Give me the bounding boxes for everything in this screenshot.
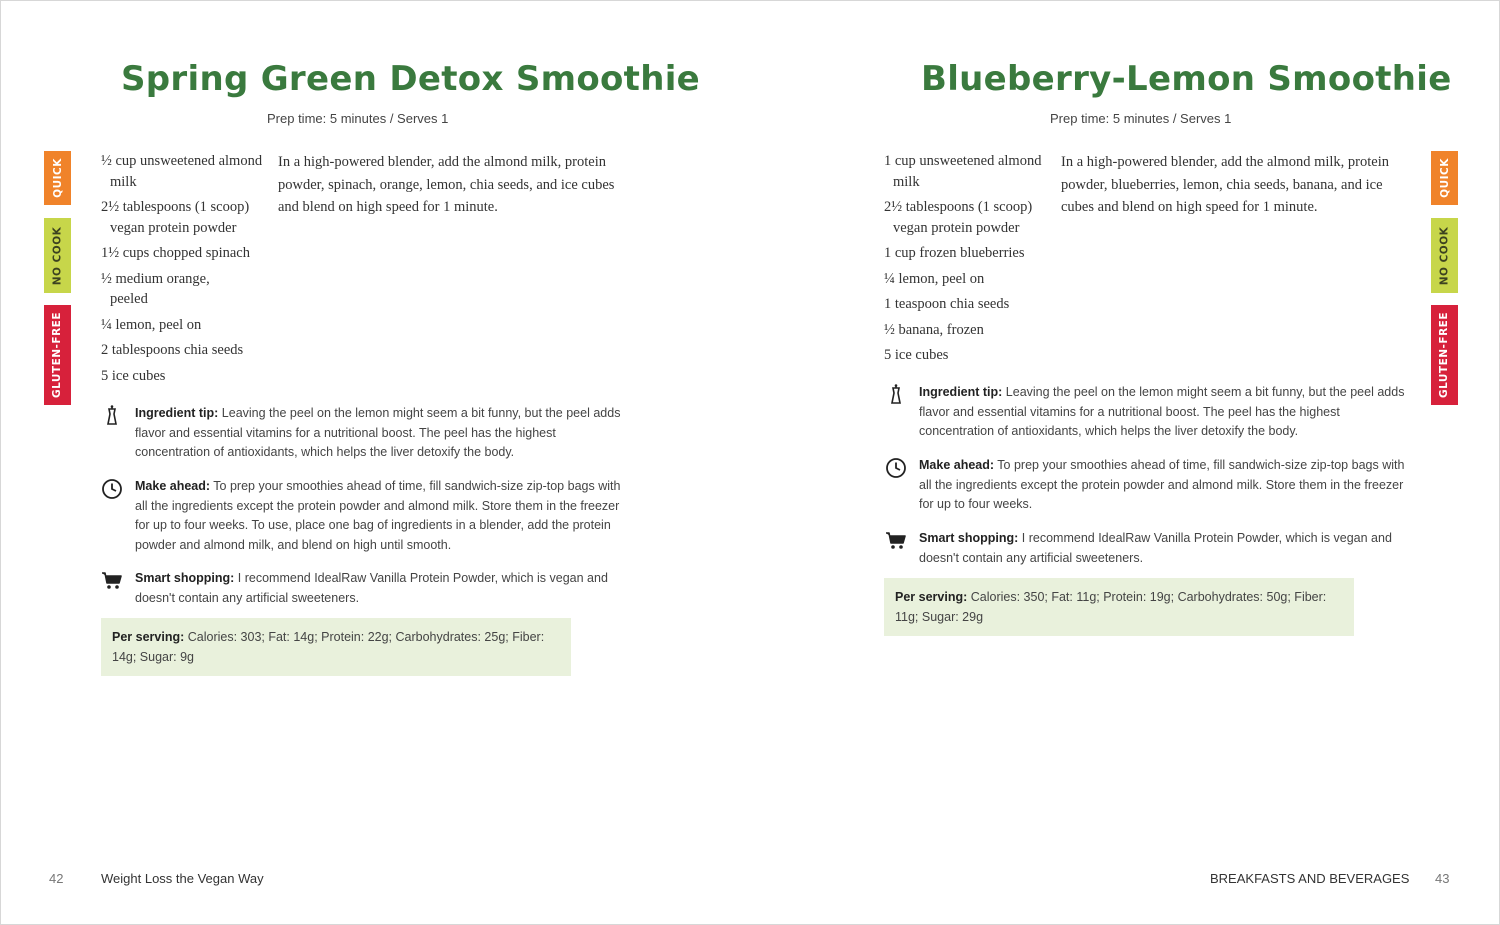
ingredient-list [884,151,1059,371]
ingredient-tip: Ingredient tip: Leaving the peel on the lemon might seem a bit funny, but the peel adds flavor and essential vitamins for a nutritional boost. The peel has the highest concentration of antioxidants, which helps the liver detoxify the body. [919,383,1409,442]
ingredient-list [101,151,276,391]
ingredient-item: 1 cup unsweetened almond milk [884,153,1042,190]
tag-quick: QUICK [44,151,71,205]
tag-gluten-free: GLUTEN-FREE [44,305,71,405]
clock-icon [101,477,123,499]
pepper-mill-icon [101,404,123,426]
ingredient-item: ½ cup unsweetened almond milk [101,153,263,190]
ingredient-item: 2½ tablespoons (1 scoop) vegan protein powder [101,199,250,236]
recipe-title: Spring Green Detox Smoothie [121,59,701,99]
clock-icon [885,456,907,478]
per-serving-box: Per serving: Calories: 350; Fat: 11g; Protein: 19g; Carbohydrates: 50g; Fiber: 11g; Sugar: 29g [884,578,1354,636]
page-number: 43 [1435,871,1450,886]
ingredient-item: ½ banana, frozen [884,321,984,338]
ingredient-item: 1 teaspoon chia seeds [884,296,1010,312]
ingredient-item: 5 ice cubes [884,347,949,363]
prep-time-serves: Prep time: 5 minutes / Serves 1 [1050,111,1232,126]
cart-icon [885,529,907,551]
left-page [1,1,751,925]
tag-no-cook: NO COOK [44,218,71,293]
tag-quick: QUICK [1431,151,1458,205]
pepper-mill-icon [885,383,907,405]
tag-gluten-free: GLUTEN-FREE [1431,305,1458,405]
page-number: 42 [49,871,64,886]
ingredient-item: 1½ cups chopped spinach [101,245,250,261]
make-ahead-tip: Make ahead: To prep your smoothies ahead of time, fill sandwich-size zip-top bags with all the ingredients except the protein powder and almond milk. Store them in the freezer for up to four weeks. To use, place one bag of ingredients in a blender, add the protein powder and almond milk, and blend on high until smooth. [135,477,625,555]
smart-shopping-tip: Smart shopping: I recommend IdealRaw Vanilla Protein Powder, which is vegan and doesn't contain any artificial sweeteners. [919,529,1409,568]
right-page [751,1,1500,925]
running-footer: BREAKFASTS AND BEVERAGES [1210,871,1410,886]
ingredient-tip: Ingredient tip: Leaving the peel on the lemon might seem a bit funny, but the peel adds flavor and essential vitamins for a nutritional boost. The peel has the highest concentration of antioxidants, which helps the liver detoxify the body. [135,404,625,463]
recipe-title: Blueberry-Lemon Smoothie [921,59,1452,99]
directions: In a high-powered blender, add the almond milk, protein powder, blueberries, lemon, chia seeds, banana, and ice cubes and blend on high speed for 1 minute. [1061,154,1389,215]
ingredient-item: 2 tablespoons chia seeds [101,342,244,358]
ingredient-item: ½ medium orange, peeled [101,270,210,307]
directions: In a high-powered blender, add the almond milk, protein powder, spinach, orange, lemon, chia seeds, and ice cubes and blend on high speed for 1 minute. [278,154,615,215]
prep-time-serves: Prep time: 5 minutes / Serves 1 [267,111,449,126]
ingredient-item: 1 cup frozen blueberries [884,245,1025,261]
ingredient-item: ¼ lemon, peel on [101,316,202,333]
running-footer: Weight Loss the Vegan Way [101,871,264,886]
per-serving-box: Per serving: Calories: 303; Fat: 14g; Protein: 22g; Carbohydrates: 25g; Fiber: 14g; Sugar: 9g [101,618,571,676]
smart-shopping-tip: Smart shopping: I recommend IdealRaw Vanilla Protein Powder, which is vegan and doesn't contain any artificial sweeteners. [135,569,625,608]
cart-icon [101,569,123,591]
ingredient-item: 5 ice cubes [101,367,166,384]
tag-no-cook: NO COOK [1431,218,1458,293]
make-ahead-tip: Make ahead: To prep your smoothies ahead of time, fill sandwich-size zip-top bags with all the ingredients except the protein powder and almond milk. Store them in the freezer for up to four weeks. [919,456,1409,515]
ingredient-item: 2½ tablespoons (1 scoop) vegan protein powder [884,199,1033,236]
ingredient-item: ¼ lemon, peel on [884,270,985,287]
